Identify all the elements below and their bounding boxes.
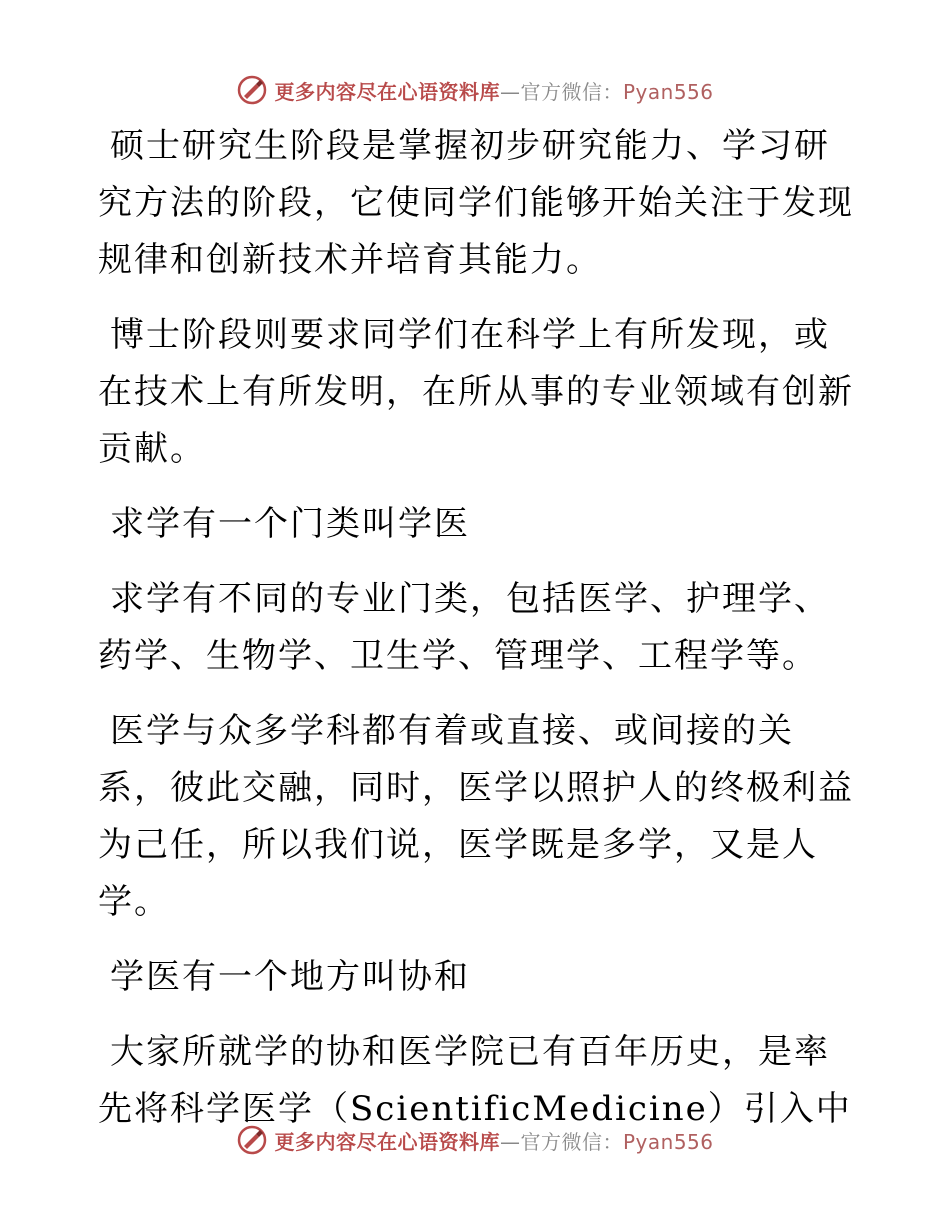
- watermark-dash: —: [499, 1129, 521, 1154]
- paragraph-masters: 硕士研究生阶段是掌握初步研究能力、学习研究方法的阶段，它使同学们能够开始关注于发现规律和创新技术并培育其能力。: [98, 126, 854, 280]
- watermark-wechat-id: Pyan556: [622, 79, 714, 104]
- heading-pumc: 学医有一个地方叫协和: [110, 957, 470, 997]
- paragraph-pumc-history: 大家所就学的协和医学院已有百年历史，是率先将科学医学（ScientificMedicine）引入中: [98, 1032, 852, 1129]
- watermark-text: [274, 76, 713, 105]
- paragraph-disciplines: 求学有不同的专业门类，包括医学、护理学、药学、生物学、卫生学、管理学、工程学等。: [98, 579, 830, 676]
- heading-study-medicine: 求学有一个门类叫学医: [110, 504, 470, 544]
- pen-logo-icon: [236, 74, 268, 106]
- footer-watermark: [0, 1122, 950, 1158]
- watermark-main: 更多内容尽在心语资料库: [274, 1129, 500, 1154]
- pen-logo-icon: [236, 1124, 268, 1156]
- watermark-dash: —: [499, 79, 521, 104]
- watermark-text: [274, 1126, 713, 1155]
- document-body: [98, 118, 858, 1156]
- watermark-main: 更多内容尽在心语资料库: [274, 79, 500, 104]
- header-watermark: [0, 72, 950, 108]
- watermark-wechat-label: 官方微信：: [520, 79, 623, 104]
- watermark-wechat-id: Pyan556: [622, 1129, 714, 1154]
- paragraph-medicine-relations: 医学与众多学科都有着或直接、或间接的关系，彼此交融，同时，医学以照护人的终极利益为己任，所以我们说，医学既是多学，又是人学。: [98, 711, 854, 922]
- watermark-wechat-label: 官方微信：: [520, 1129, 623, 1154]
- paragraph-doctoral: 博士阶段则要求同学们在科学上有所发现，或在技术上有所发明，在所从事的专业领域有创新贡献。: [98, 315, 854, 469]
